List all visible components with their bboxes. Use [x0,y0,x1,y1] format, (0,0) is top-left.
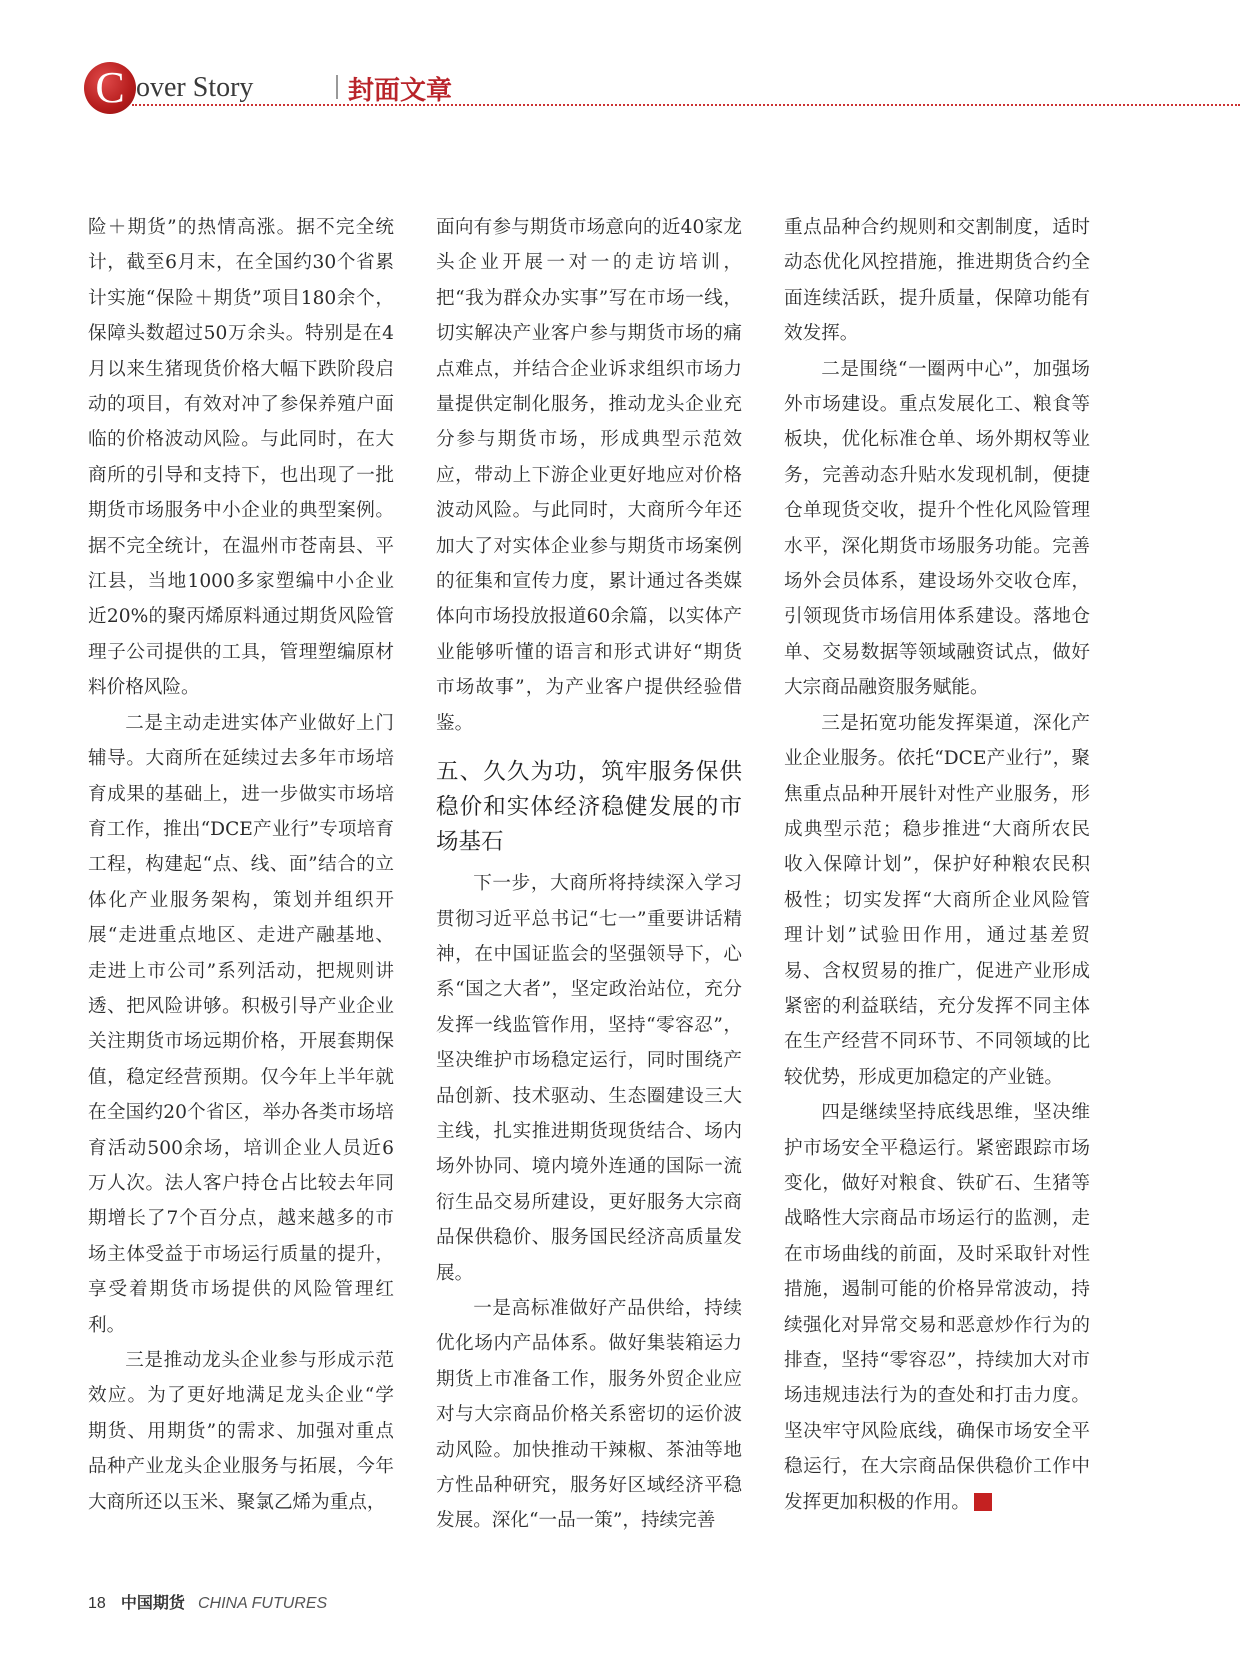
page-number: 18 [88,1595,106,1612]
section-title-cn: 封面文章 [348,76,453,106]
end-of-article-icon [974,1493,992,1511]
paragraph-text: 四是继续坚持底线思维，坚决维护市场安全平稳运行。紧密跟踪市场变化，做好对粮食、铁矿石、生猪等战略性大宗商品市场运行的监测，走在市场曲线的前面，及时采取针对性措施，遏制可能的价格异常波动，持续强化对异常交易和恶意炒作行为的排查，坚持“零容忍”，持续加大对市场违规违法行为的查处和打击力度。坚决牢守风险底线，确保市场安全平稳运行，在大宗商品保供稳价工作中发挥更加积极的作用。 [784,1102,1090,1513]
article-column-3 [784,210,1090,1520]
header-dotted-rule [132,104,1240,106]
paragraph: 二是围绕“一圈两中心”，加强场外市场建设。重点发展化工、粮食等板块，优化标准仓单、场外期权等业务，完善动态升贴水发现机制，便捷仓单现货交收，提升个性化风险管理水平，深化期货市场服务功能。完善场外会员体系，建设场外交收仓库，引领现货市场信用体系建设。落地仓单、交易数据等领域融资试点，做好大宗商品融资服务赋能。 [784,358,1090,699]
page-header [84,58,1240,118]
magazine-name-cn: 中国期货 [120,1593,185,1612]
page-footer [88,1590,327,1613]
paragraph-final [784,1095,1090,1520]
article-column-2 [436,210,742,1539]
paragraph: 面向有参与期货市场意向的近40家龙头企业开展一对一的走访培训，把“我为群众办实事”写在市场一线，切实解决产业客户参与期货市场的痛点难点，并结合企业诉求组织市场力量提供定制化服务，推动龙头企业充分参与期货市场，形成典型示范效应，带动上下游企业更好地应对价格波动风险。与此同时，大商所今年还加大了对实体企业参与期货市场案例的征集和宣传力度，累计通过各类媒体向市场投放报道60余篇，以实体产业能够听懂的语言和形式讲好“期货市场故事”，为产业客户提供经验借鉴。 [436,217,742,734]
paragraph: 下一步，大商所将持续深入学习贯彻习近平总书记“七一”重要讲话精神，在中国证监会的坚强领导下，心系“国之大者”，坚定政治站位，充分发挥一线监管作用，坚持“零容忍”，坚决维护市场稳定运行，同时围绕产品创新、技术驱动、生态圈建设三大主线，扎实推进期货现货结合、场内场外协同、境内境外连通的国际一流衍生品交易所建设，更好服务大宗商品保供稳价、服务国民经济高质量发展。 [436,873,742,1284]
paragraph: 险＋期货”的热情高涨。据不完全统计，截至6月末，在全国约30个省累计实施“保险＋期货”项目180余个，保障头数超过50万余头。特别是在4月以来生猪现货价格大幅下跌阶段启动的项目，有效对冲了参保养殖户面临的价格波动风险。与此同时，在大商所的引导和支持下，也出现了一批期货市场服务中小企业的典型案例。据不完全统计，在温州市苍南县、平江县，当地1000多家塑编中小企业近20%的聚丙烯原料通过期货风险管理子公司提供的工具，管理塑编原材料价格风险。 [88,217,394,699]
paragraph: 一是高标准做好产品供给，持续优化场内产品体系。做好集装箱运力期货上市准备工作，服务外贸企业应对与大宗商品价格关系密切的运价波动风险。加快推动干辣椒、茶油等地方性品种研究，服务好区域经济平稳发展。深化“一品一策”，持续完善 [436,1297,742,1532]
paragraph: 二是主动走进实体产业做好上门辅导。大商所在延续过去多年市场培育成果的基础上，进一步做实市场培育工作，推出“DCE产业行”专项培育工程，构建起“点、线、面”结合的立体化产业服务架构，策划并组织开展“走进重点地区、走进产融基地、走进上市公司”系列活动，把规则讲透、把风险讲够。积极引导产业企业关注期货市场远期价格，开展套期保值，稳定经营预期。仅今年上半年就在全国约20个省区，举办各类市场培育活动500余场，培训企业人员近6万人次。法人客户持仓占比较去年同期增长了7个百分点，越来越多的市场主体受益于市场运行质量的提升，享受着期货市场提供的风险管理红利。 [88,712,394,1336]
cover-story-logo-text: over Story [136,72,254,103]
paragraph: 重点品种合约规则和交割制度，适时动态优化风控措施，推进期货合约全面连续活跃，提升质量，保障功能有效发挥。 [784,217,1090,345]
magazine-name-en: CHINA FUTURES [198,1595,328,1612]
header-separator [336,75,338,99]
article-column-1 [88,210,394,1520]
section-heading: 五、久久为功，筑牢服务保供稳价和实体经济稳健发展的市场基石 [436,759,742,856]
cover-story-logo-initial: C [84,62,136,114]
paragraph: 三是拓宽功能发挥渠道，深化产业企业服务。依托“DCE产业行”，聚焦重点品种开展针对性产业服务，形成典型示范；稳步推进“大商所农民收入保障计划”，保护好种粮农民积极性；切实发挥“大商所企业风险管理计划”试验田作用，通过基差贸易、含权贸易的推广，促进产业形成紧密的利益联结，充分发挥不同主体在生产经营不同环节、不同领域的比较优势，形成更加稳定的产业链。 [784,712,1090,1088]
paragraph: 三是推动龙头企业参与形成示范效应。为了更好地满足龙头企业“学期货、用期货”的需求、加强对重点品种产业龙头企业服务与拓展，今年大商所还以玉米、聚氯乙烯为重点， [88,1350,394,1513]
